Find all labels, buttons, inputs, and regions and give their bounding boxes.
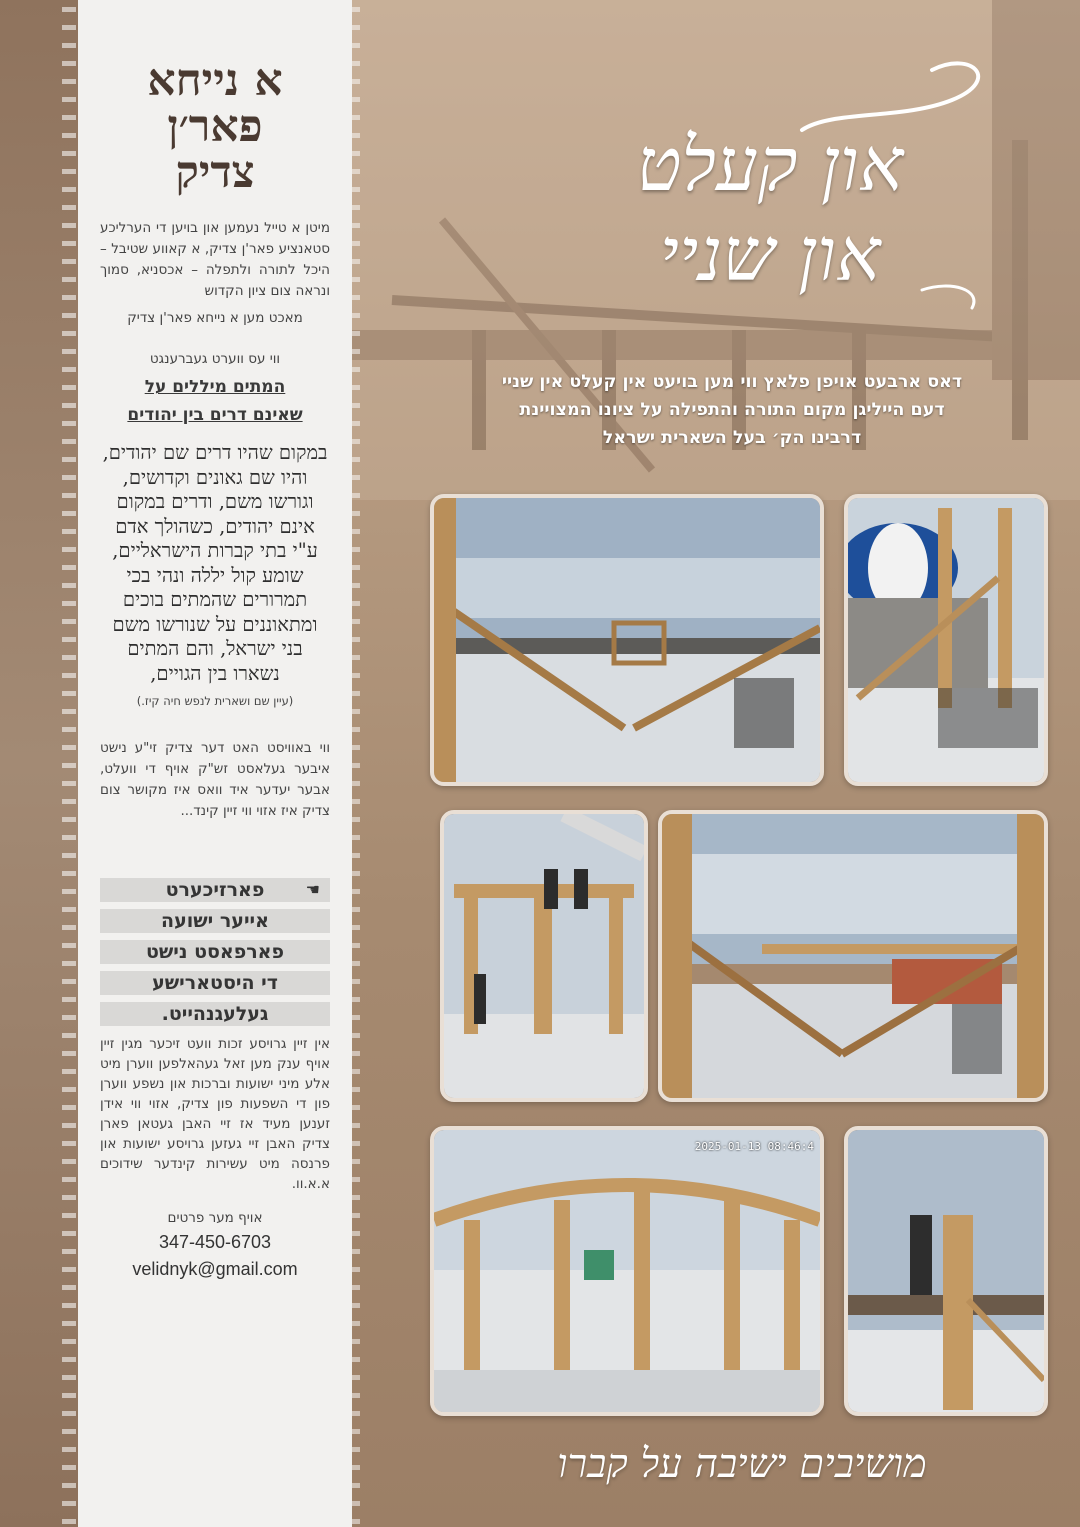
cta-bar-text: פארזיכערט — [165, 879, 265, 901]
cta-bar: פארפאסט נישט — [100, 940, 330, 964]
sidebar-title-line: פאר׳ן — [167, 101, 263, 152]
sidebar-intro: מיטן א טייל נעמען און בויען די הערליכע סטאנציע פאר'ן צדיק, א קאווע שטיבל – היכל לתורה ולתפלה – אכסניא, סמוך ונראה צום ציון הקדוש — [100, 220, 330, 299]
cta-bar: געלעגנהייט. — [100, 1002, 330, 1026]
stitch-decoration-left — [62, 0, 76, 1527]
sidebar-title-line: צדיק — [175, 147, 255, 198]
headline — [590, 120, 950, 300]
stitch-decoration-main — [352, 0, 392, 1527]
main-panel — [352, 0, 1080, 1527]
subtitle-line: דעם הייליגן מקום התורה והתפילה על ציונו המצויינת — [519, 400, 945, 420]
quote-heading-line: המתים מיללים על — [144, 377, 286, 397]
quote-source: (עיין שם ושארית לנפש חיה קיז.) — [136, 694, 294, 708]
construction-photo — [430, 1126, 824, 1416]
construction-photo — [844, 494, 1048, 786]
headline-line: און קעלט — [636, 122, 904, 208]
construction-photo — [430, 494, 824, 786]
subtitle-line: דאס ארבעט אויפן פלאץ ווי מען בויעט אין קעלט אין שניי — [501, 372, 963, 392]
cta-bar: אייער ישועה — [100, 909, 330, 933]
quote-text: במקום שהיו דרים שם יהודים, והיו שם גאונים וקדושים, וגורשו משם, ודרים במקום אינם יהודים, כשהולך אדם ע"י בתי קברות הישראליים, שומע קול יללה ונהי בכי תמרורים שהמתים בוכים ומתאוננים על שנורשו משם בני ישראל, והם המתים נשארו בין הגויים, — [102, 441, 328, 685]
sidebar-paragraph-2: ווי באוויסט האט דער צדיק זי"ע נישט איבער געלאסט זש"ק אויף די וועלט, אבער יעדער איד וואס איז מקושר צום צדיק איז אזוי ווי זיין קינד... — [100, 740, 330, 819]
construction-photo — [440, 810, 648, 1102]
call-to-action-bars — [100, 878, 330, 1026]
sidebar-intro-end: מאכט מען א נייחא פאר'ן צדיק — [127, 310, 303, 326]
sidebar-title-line: א נייחא — [147, 55, 283, 106]
contact-lead: אויף מער פרטים — [167, 1210, 263, 1226]
quote-heading — [100, 373, 330, 429]
contact-phone[interactable]: 347-450-6703 — [158, 1232, 272, 1252]
pointing-hand-icon: ☚ — [305, 880, 320, 899]
headline-line: און שניי — [659, 212, 881, 298]
contact-email[interactable]: velidnyk@gmail.com — [132, 1259, 298, 1279]
subtitle — [412, 368, 1052, 452]
quote-heading-line: שאינם דרים בין יהודים — [127, 405, 303, 425]
photo-timestamp: 2025-01-13 08:46:4 — [694, 1140, 814, 1153]
cta-bar: די היסטארישע — [100, 971, 330, 995]
construction-photo — [844, 1126, 1048, 1416]
construction-photo — [658, 810, 1048, 1102]
quote-lead: ווי עס ווערט געברענגט — [149, 351, 281, 367]
subtitle-line: דרבינו הק׳ בעל השארית ישראל — [602, 428, 862, 448]
sidebar-paragraph-3: אין זיין גרויסע זכות וועט זיכער מגין זיין אויף ענק מען זאל געהאלפען ווערן מיט אלע מיני ישועות וברכות און נשפע ווערן פון די השפעות פון צדיק, אזוי ווי אידן זענען מעיד אז זיי האבן געטאן פארן צדיק האבן זיי געזען גרויסע ישועות און פרנסה מיט עשירות קינדער שידוכים א.א.וו. — [100, 1036, 330, 1192]
bottom-title: מושיבים ישיבה על קברו — [557, 1441, 927, 1487]
cta-bar — [100, 878, 330, 902]
sidebar — [78, 0, 352, 1527]
sidebar-title — [78, 55, 352, 198]
